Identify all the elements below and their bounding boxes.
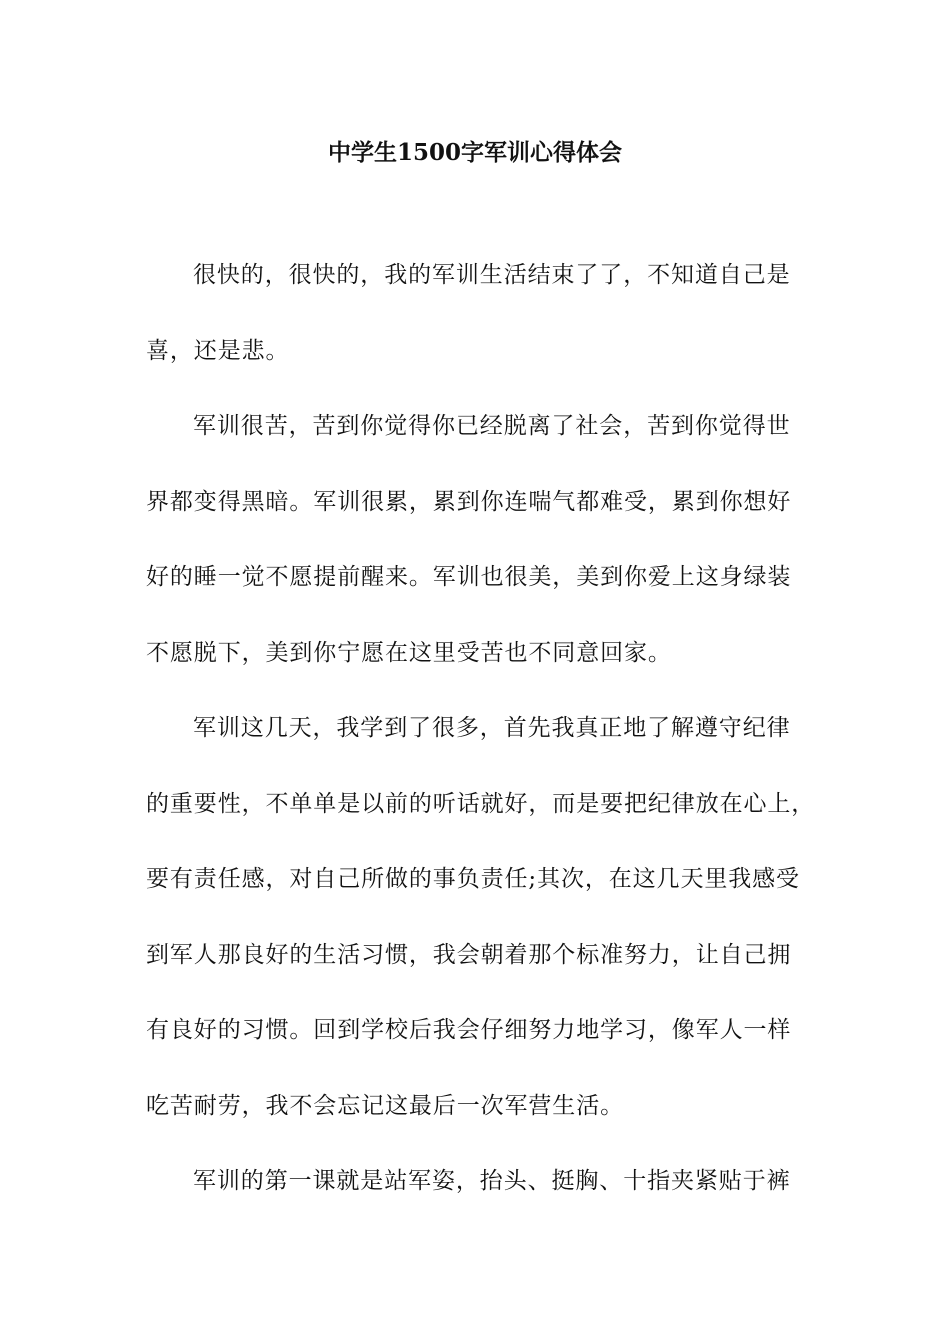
document-body bbox=[146, 258, 816, 1240]
document-title: 中学生1500字军训心得体会 bbox=[327, 139, 622, 166]
text-line: 到军人那良好的生活习惯，我会朝着那个标准努力，让自己拥 bbox=[146, 941, 792, 968]
text-line: 界都变得黑暗。军训很累，累到你连喘气都难受，累到你想好 bbox=[146, 488, 792, 515]
text-line: 吃苦耐劳，我不会忘记这最后一次军营生活。 bbox=[146, 1092, 624, 1119]
text-line: 有良好的习惯。回到学校后我会仔细努力地学习，像军人一样 bbox=[146, 1017, 792, 1043]
text-line: 军训很苦，苦到你觉得你已经脱离了社会，苦到你觉得世 bbox=[193, 413, 791, 439]
text-line: 很快的，很快的，我的军训生活结束了了，不知道自己是 bbox=[193, 262, 791, 288]
text-line: 不愿脱下，美到你宁愿在这里受苦也不同意回家。 bbox=[146, 639, 672, 666]
text-line: 要有责任感，对自己所做的事负责任;其次，在这几天里我感受 bbox=[146, 866, 800, 892]
text-line: 军训这几天，我学到了很多，首先我真正地了解遵守纪律 bbox=[193, 715, 791, 741]
text-line: 军训的第一课就是站军姿，抬头、挺胸、十指夹紧贴于裤 bbox=[193, 1168, 791, 1194]
text-line: 的重要性，不单单是以前的听话就好，而是要把纪律放在心上， bbox=[146, 790, 816, 817]
text-line: 喜，还是悲。 bbox=[146, 337, 290, 364]
text-line: 好的睡一觉不愿提前醒来。军训也很美，美到你爱上这身绿装 bbox=[146, 564, 792, 590]
